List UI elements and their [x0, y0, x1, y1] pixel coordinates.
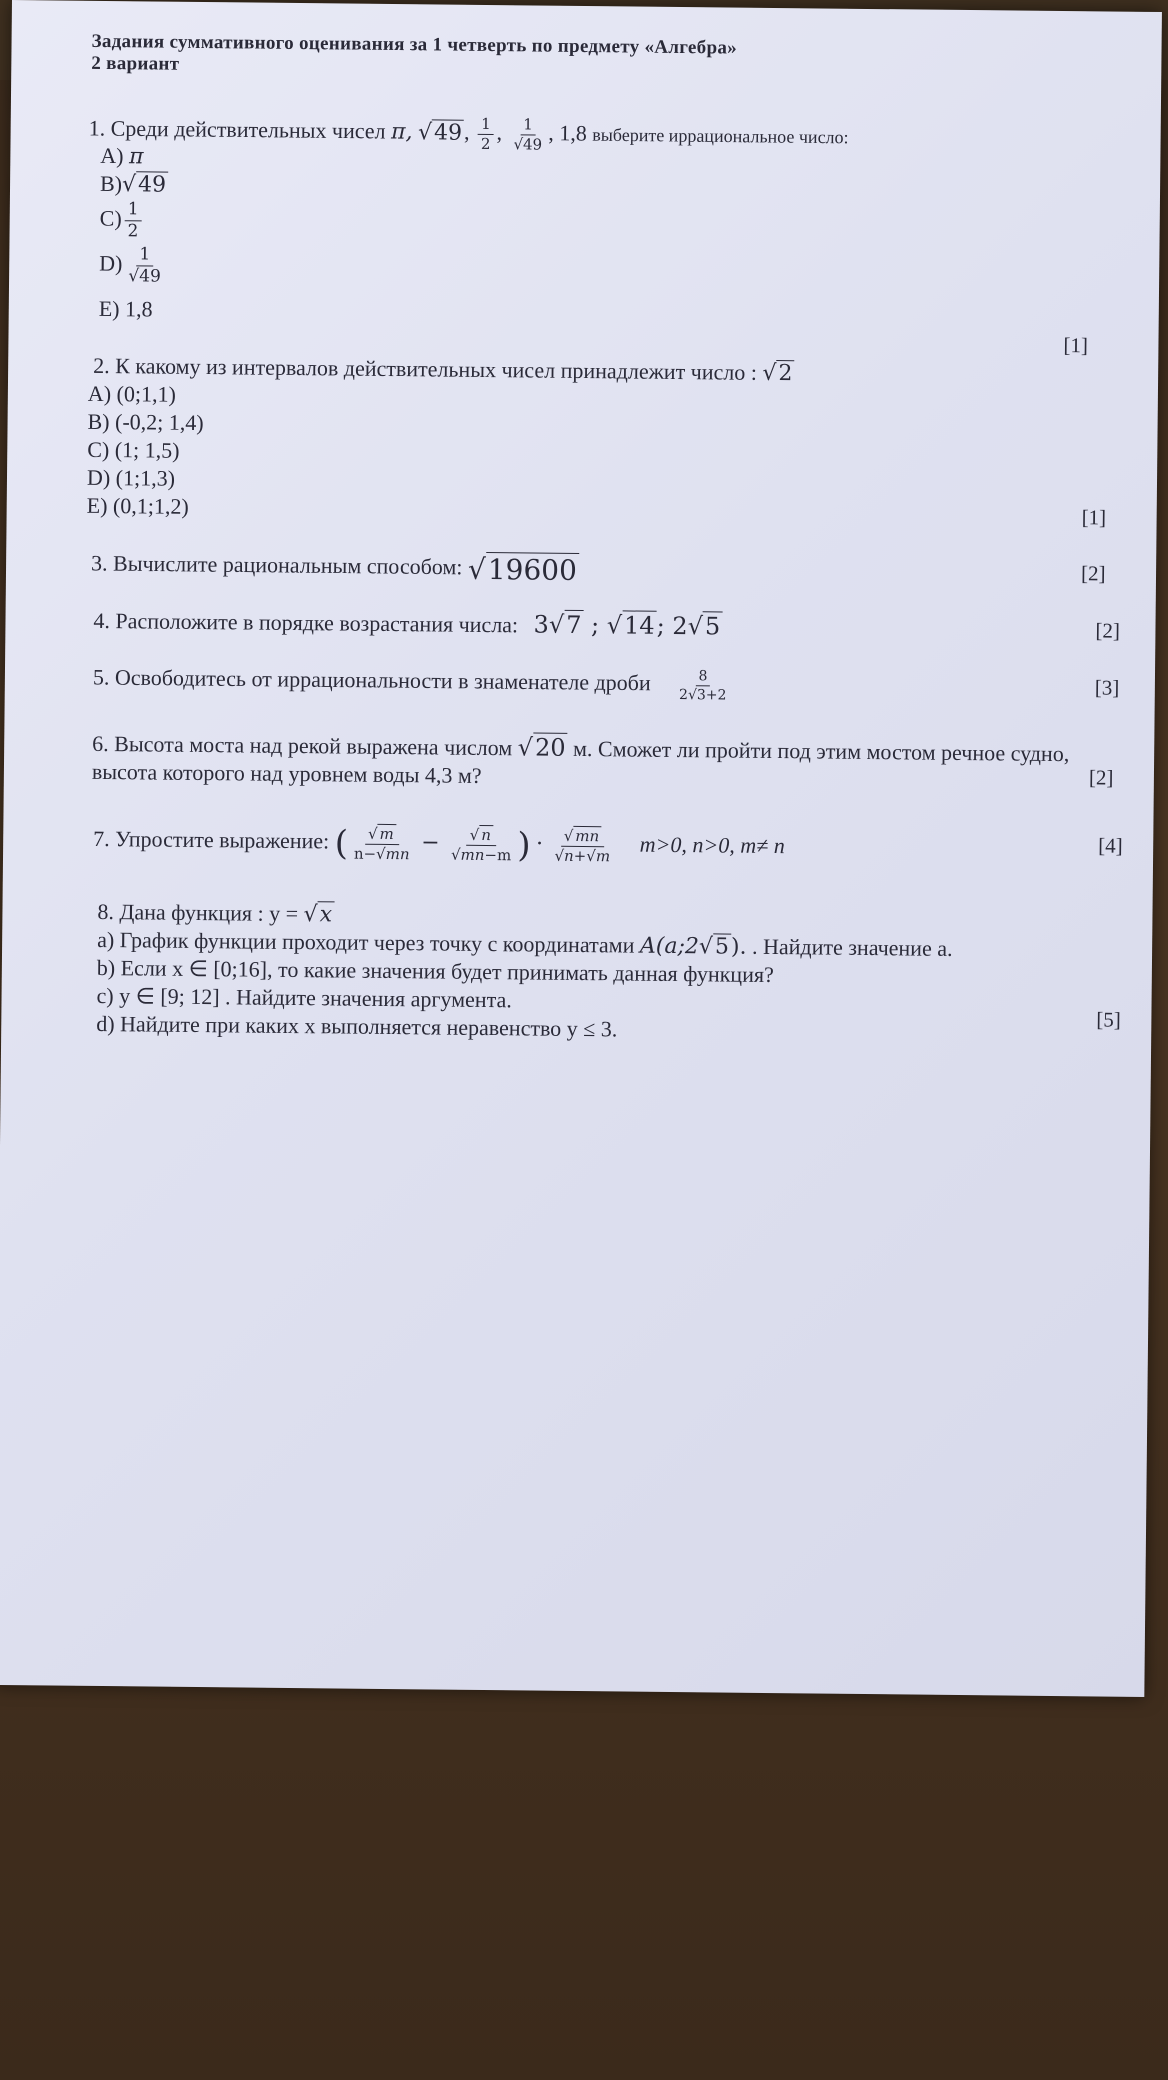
sqrt-19600 — [468, 553, 579, 587]
point-A — [640, 934, 747, 960]
denominator — [448, 845, 514, 863]
question-2-text: 2. К какому из интервалов действительных чисел принадлежит число : — [93, 352, 758, 385]
radicand: 20 — [533, 732, 568, 761]
fraction-one-half — [478, 114, 494, 154]
option-2d: D) (1;1,3) — [86, 464, 176, 491]
point-head: A(a;2 — [639, 933, 700, 960]
question-7 — [93, 821, 785, 868]
option-label: B) — [99, 170, 123, 197]
numerator — [365, 826, 399, 844]
sqrt-sign: √ — [417, 119, 433, 145]
fraction-one-half — [124, 201, 141, 240]
question-2 — [93, 353, 795, 386]
radicand: mn — [573, 825, 601, 844]
denominator — [510, 135, 545, 152]
sqrt-7 — [549, 611, 584, 639]
denominator — [676, 686, 730, 703]
point-tail: ). — [730, 934, 747, 960]
question-8b: b) Если x ∈ [0;16], то какие значения будет принимать данная функция? — [96, 954, 774, 988]
separator: ; — [656, 611, 673, 640]
score-q8: [5] — [1096, 1007, 1122, 1032]
numerator: 8 — [695, 669, 710, 686]
option-1c — [99, 201, 144, 240]
sqrt-sign: √ — [367, 824, 378, 843]
paren-close: ) — [517, 825, 531, 866]
plus-sign: + — [573, 846, 587, 865]
question-8 — [97, 899, 334, 927]
separator: ; — [583, 611, 607, 640]
question-8a-text: a) График функции проходит через точку с координатами — [97, 926, 635, 958]
sqrt-sign: √ — [517, 733, 534, 762]
option-2c: C) (1; 1,5) — [87, 436, 180, 463]
radicand: m — [377, 823, 395, 842]
paren-open: ( — [334, 823, 349, 864]
score-q3: [2] — [1080, 561, 1106, 586]
numbers-list — [533, 610, 722, 640]
denominator — [551, 846, 613, 864]
radicand: 7 — [564, 610, 584, 639]
coefficient: 3 — [533, 610, 550, 639]
option-1d — [99, 246, 167, 286]
question-6-text-start: 6. Высота моста над рекой выражена числом — [92, 730, 513, 761]
score-q1: [1] — [1063, 333, 1089, 358]
sqrt-sign: √ — [554, 846, 565, 865]
sqrt-sign: √ — [698, 934, 714, 960]
sqrt-5 — [688, 612, 723, 640]
minus-sign: − — [421, 830, 440, 856]
sqrt-x — [303, 902, 334, 927]
radicand: 5 — [703, 611, 723, 640]
numerator: 1 — [520, 117, 536, 135]
numerator: 1 — [125, 201, 142, 221]
sqrt-20 — [518, 733, 568, 762]
denominator — [351, 844, 413, 862]
question-4 — [93, 606, 722, 641]
option-value: 1,8 — [124, 296, 153, 322]
numerator — [561, 828, 605, 846]
denominator-tail: +2 — [705, 687, 727, 704]
question-5 — [93, 663, 733, 703]
question-1-prefix: 1. Среди действительных чисел — [88, 115, 386, 144]
score-q4: [2] — [1095, 618, 1121, 643]
radicand: 5 — [713, 933, 731, 959]
sqrt-sign: √ — [563, 826, 574, 845]
question-3-text: 3. Вычислите рациональным способом: — [90, 550, 463, 580]
question-1 — [88, 113, 848, 156]
coefficient: 2 — [679, 687, 689, 704]
question-3 — [91, 549, 579, 587]
question-1-suffix: выберите иррациональное число: — [592, 124, 849, 148]
question-5-text: 5. Освободитесь от иррациональности в знаменателе дроби — [92, 664, 651, 696]
header-title: Задания суммативного оценивания за 1 четверть по предмету «Алгебра» — [91, 30, 738, 59]
sqrt-sign: √ — [687, 612, 704, 641]
fraction-one-over-sqrt49 — [510, 117, 545, 152]
radicand: 49 — [136, 171, 168, 197]
option-label: C) — [99, 205, 122, 231]
sqrt-14 — [607, 611, 657, 640]
numerator: 1 — [136, 246, 153, 266]
sqrt-sign: √ — [303, 902, 318, 928]
sqrt-sign: √ — [450, 845, 461, 864]
question-8-text: 8. Дана функция : y = — [97, 898, 299, 927]
sqrt-sign: √ — [128, 266, 140, 287]
conditions: m>0, n>0, m≠ n — [639, 831, 785, 859]
option-2a: A) (0;1,1) — [87, 380, 176, 407]
sqrt-sign: √ — [762, 360, 777, 387]
score-q7: [4] — [1098, 833, 1123, 858]
denominator-head: n− — [353, 844, 377, 863]
question-8c: c) y ∈ [9; 12] . Найдите значения аргумента. — [96, 982, 512, 1013]
radicand: mn — [385, 844, 410, 863]
sqrt-sign: √ — [586, 846, 596, 865]
denominator: 2 — [480, 134, 491, 154]
sqrt-sign: √ — [469, 825, 480, 844]
fraction-one-over-sqrt49 — [125, 246, 164, 285]
question-6-line-2: высота которого над уровнем воды 4,3 м? — [91, 758, 482, 788]
radicand: 49 — [522, 135, 543, 154]
sqrt-sign: √ — [513, 135, 524, 154]
sqrt-5 — [699, 934, 731, 959]
sqrt-sign: √ — [687, 687, 698, 704]
dot-operator: · — [535, 831, 544, 857]
comma: , — [496, 119, 503, 145]
score-q2: [1] — [1081, 505, 1107, 530]
numerator — [467, 827, 496, 845]
sqrt-sign: √ — [121, 172, 137, 198]
fraction-1 — [351, 826, 413, 862]
question-4-text: 4. Расположите в порядке возрастания числа: — [93, 607, 519, 638]
option-value: π — [128, 144, 144, 170]
radicand: 3 — [696, 687, 706, 704]
question-8d: d) Найдите при каких x выполняется неравенство y ≤ 3. — [96, 1010, 618, 1042]
option-2b: B) (-0,2; 1,4) — [87, 408, 204, 436]
header-variant: 2 вариант — [91, 52, 180, 75]
option-1e — [99, 296, 153, 323]
coefficient: 2 — [672, 611, 688, 641]
option-2e: E) (0,1;1,2) — [86, 492, 189, 519]
numerator: 1 — [478, 117, 494, 135]
option-value — [122, 172, 168, 197]
sqrt-sign: √ — [467, 552, 486, 586]
fraction-8-over-denominator — [676, 669, 730, 703]
denominator — [125, 266, 164, 285]
radicand: 2 — [776, 360, 794, 386]
fraction-2 — [448, 827, 515, 863]
radicand: 49 — [139, 266, 161, 287]
denominator-tail: −m — [484, 845, 512, 864]
denominator: 2 — [127, 221, 139, 242]
option-label: A) — [100, 142, 124, 169]
radicand: n — [479, 824, 493, 843]
score-q6: [2] — [1088, 765, 1114, 790]
radicand: 49 — [432, 119, 464, 145]
sqrt-sign: √ — [548, 610, 565, 639]
question-6-text-end: м. Сможет ли пройти под этим мостом речное судно, — [572, 735, 1070, 767]
sqrt-sign: √ — [606, 611, 623, 640]
score-q5: [3] — [1094, 675, 1120, 700]
radicand: 19600 — [486, 552, 579, 587]
question-8a-task: . Найдите значение a. — [751, 933, 953, 961]
option-label: E) — [98, 295, 120, 322]
fraction-3 — [551, 828, 613, 864]
question-7-text: 7. Упростите выражение: — [93, 825, 330, 854]
sqrt-sign: √ — [376, 844, 386, 863]
last-number: , 1,8 — [548, 120, 587, 146]
radicand: mn — [460, 845, 485, 864]
option-1b — [100, 171, 168, 198]
sqrt-2 — [762, 361, 794, 386]
sqrt-49 — [418, 120, 464, 145]
radicand: n — [563, 846, 574, 865]
option-1a — [100, 143, 143, 169]
radicand: x — [318, 901, 335, 927]
radicand: 14 — [622, 610, 657, 639]
comma: , — [463, 119, 470, 145]
pi-value: π, — [390, 119, 413, 145]
radicand: m — [595, 846, 611, 865]
option-label: D) — [99, 250, 123, 276]
